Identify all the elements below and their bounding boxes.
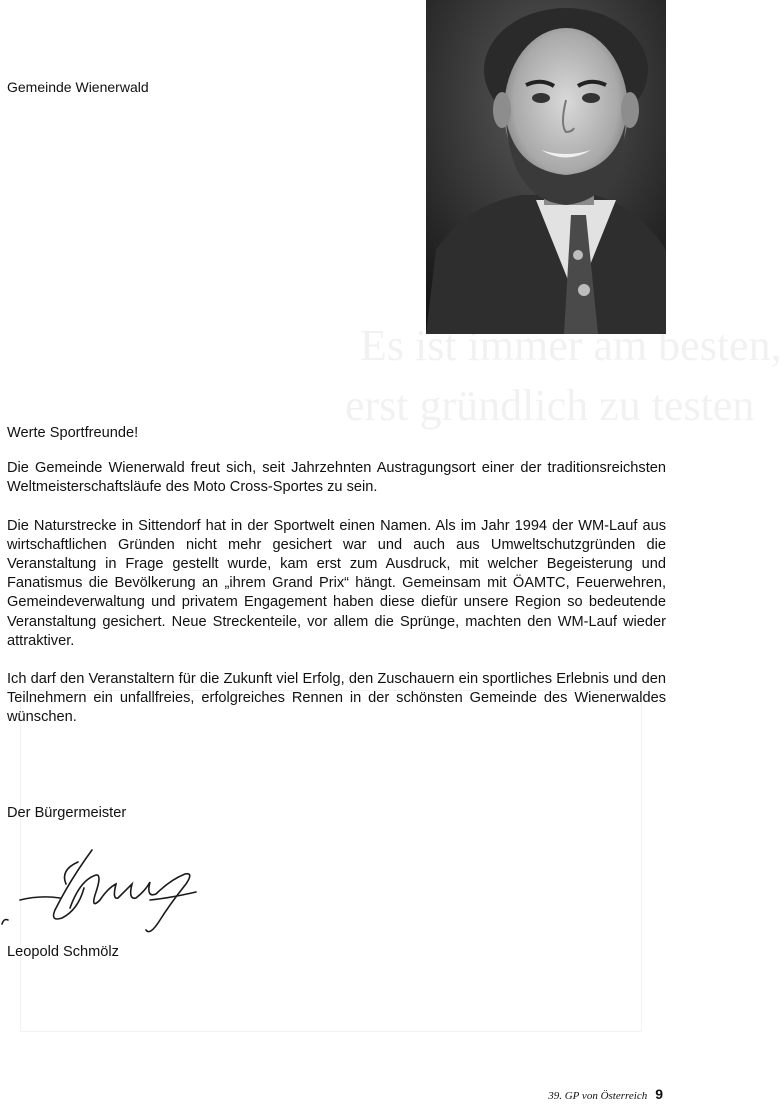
page-number: 9 [655,1086,663,1102]
letter-paragraph: Die Gemeinde Wienerwald freut sich, seit Jahrzehnten Austragungsort einer der traditionsreichsten Weltmeisterschaftsläufe des Moto Cross-Sportes zu sein. [7,460,666,496]
closing-title: Der Bürgermeister [7,805,127,821]
show-through-text: erst gründlich zu testen [345,381,755,430]
publication-title: 39. GP von Österreich [548,1090,648,1102]
letter-paragraph: Die Naturstrecke in Sittendorf hat in der Sportwelt einen Namen. Als im Jahr 1994 der WM-Lauf aus wirtschaftlichen Gründen nicht mehr gesichert war und auch aus Umweltschutzgründen die Veranstaltung in Frage gestellt wurde, kam erst zum Ausdruck, mit welcher Begeisterung und Fanatismus die Bevölkerung an „ihrem Grand Prix“ hängt. Gemeinsam mit ÖAMTC, Feuerwehren, Gemeindeverwaltung und privatem Engagement haben diese diefür unsere Region so bedeutende Veranstaltung gesichert. Neue Streckenteile, vor allem die Sprünge, machten den WM-Lauf wieder attraktiver. [7,517,666,649]
municipality-name: Gemeinde Wienerwald [7,79,149,95]
handwritten-signature [0,840,220,940]
letter-paragraph: Ich darf den Veranstaltern für die Zukunft viel Erfolg, den Zuschauern ein sportliches Erlebnis und den Teilnehmern ein unfallfreies, erfolgreiches Rennen in der schönsten Gemeinde des Wienerwaldes wünschen. [7,671,666,726]
page-footer [548,1086,663,1102]
letter-body [7,424,666,747]
signer-name: Leopold Schmölz [7,944,119,960]
show-through-text: Es ist immer am besten, [360,321,782,370]
salutation: Werte Sportfreunde! [7,425,139,441]
mayor-portrait [426,0,666,334]
